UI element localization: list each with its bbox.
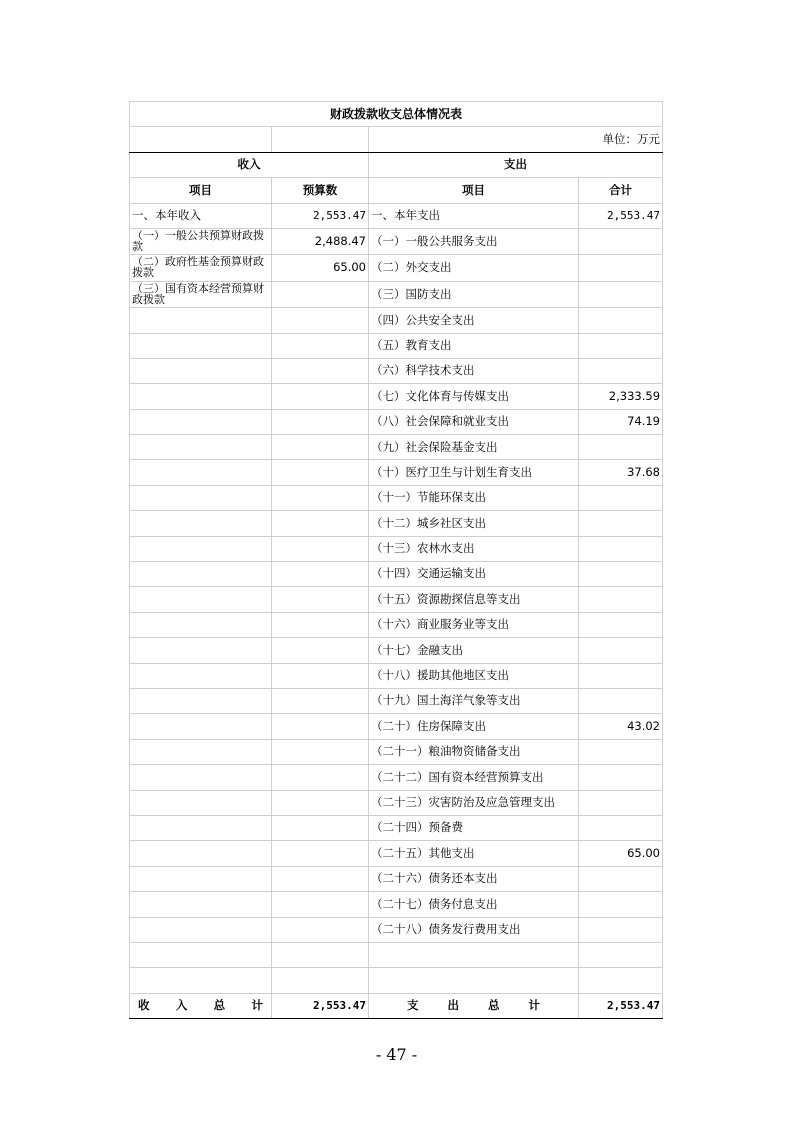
expense-item-label	[369, 942, 579, 967]
income-item-value	[272, 612, 369, 637]
table-row	[130, 255, 663, 281]
table-row	[130, 612, 663, 637]
col-header-item2: 项目	[369, 178, 579, 203]
expense-item-label: （二）外交支出	[369, 255, 579, 281]
expense-item-value	[579, 587, 663, 612]
table-row	[130, 815, 663, 840]
table-row	[130, 485, 663, 510]
expense-item-label: （十二）城乡社区支出	[369, 511, 579, 536]
unit-label: 单位：万元	[369, 127, 663, 152]
income-item-label	[130, 308, 272, 333]
expense-item-value: 74.19	[579, 409, 663, 434]
expense-item-value	[579, 612, 663, 637]
expense-item-value	[579, 255, 663, 281]
table-row	[130, 281, 663, 307]
income-item-label	[130, 638, 272, 663]
income-total-value: 2,553.47	[272, 993, 369, 1018]
income-total-char: 计	[251, 998, 263, 1013]
title-row	[130, 102, 663, 127]
table-row	[130, 536, 663, 561]
income-item-label	[130, 663, 272, 688]
table-row	[130, 638, 663, 663]
expense-item-label: （二十二）国有资本经营预算支出	[369, 765, 579, 790]
expense-item-label: （七）文化体育与传媒支出	[369, 384, 579, 409]
income-item-value	[272, 790, 369, 815]
income-item-value	[272, 892, 369, 917]
expense-item-label: （十六）商业服务业等支出	[369, 612, 579, 637]
expense-item-value	[579, 485, 663, 510]
table-row	[130, 333, 663, 358]
income-item-value	[272, 663, 369, 688]
expense-item-label: （九）社会保险基金支出	[369, 435, 579, 460]
income-total-char: 总	[213, 998, 226, 1013]
income-item-value	[272, 536, 369, 561]
expense-total-char: 支	[407, 998, 419, 1013]
col-header-total: 合计	[579, 178, 663, 203]
income-item-value	[272, 815, 369, 840]
income-item-label	[130, 968, 272, 993]
expense-item-label: （十九）国土海洋气象等支出	[369, 688, 579, 713]
table-row	[130, 460, 663, 485]
expense-item-label: （二十五）其他支出	[369, 841, 579, 866]
income-item-value	[272, 308, 369, 333]
income-item-label: （一）一般公共预算财政拨款	[130, 228, 272, 254]
page-number: - 47 -	[375, 1045, 418, 1064]
income-total-char: 入	[175, 998, 188, 1013]
total-row	[130, 993, 663, 1018]
table-row	[130, 663, 663, 688]
expense-item-label: （十八）援助其他地区支出	[369, 663, 579, 688]
income-item-label	[130, 688, 272, 713]
expense-item-label: （一）一般公共服务支出	[369, 228, 579, 254]
income-total-label	[130, 993, 272, 1018]
expense-item-value	[579, 815, 663, 840]
income-item-label	[130, 942, 272, 967]
table-row	[130, 841, 663, 866]
income-item-value	[272, 333, 369, 358]
income-item-label	[130, 892, 272, 917]
expense-item-label	[369, 968, 579, 993]
income-item-label: 一、本年收入	[130, 203, 272, 228]
income-item-value	[272, 562, 369, 587]
expense-item-value	[579, 917, 663, 942]
expense-item-label: （二十）住房保障支出	[369, 714, 579, 739]
expense-item-label: （二十八）债务发行费用支出	[369, 917, 579, 942]
table-row	[130, 968, 663, 993]
table-row	[130, 358, 663, 383]
expense-item-value	[579, 562, 663, 587]
income-item-label: （三）国有资本经营预算财政拨款	[130, 281, 272, 307]
expense-item-label: （二十一）粮油物资储备支出	[369, 739, 579, 764]
income-item-label	[130, 765, 272, 790]
table-row	[130, 917, 663, 942]
expense-item-value	[579, 358, 663, 383]
income-item-value: 2,488.47	[272, 228, 369, 254]
income-item-value	[272, 281, 369, 307]
expense-total-value: 2,553.47	[579, 993, 663, 1018]
income-item-value	[272, 714, 369, 739]
income-item-value	[272, 587, 369, 612]
expense-item-label: （十七）金融支出	[369, 638, 579, 663]
expense-item-value	[579, 765, 663, 790]
expense-item-label: （三）国防支出	[369, 281, 579, 307]
expense-item-value	[579, 333, 663, 358]
budget-table	[129, 101, 663, 1019]
income-item-label	[130, 511, 272, 536]
expense-item-value	[579, 228, 663, 254]
income-item-label	[130, 562, 272, 587]
income-header: 收入	[130, 152, 369, 177]
expense-item-label: （十五）资源勘探信息等支出	[369, 587, 579, 612]
expense-item-label: （十三）农林水支出	[369, 536, 579, 561]
expense-item-value: 2,333.59	[579, 384, 663, 409]
income-item-label	[130, 587, 272, 612]
expense-item-value: 43.02	[579, 714, 663, 739]
expense-header: 支出	[369, 152, 663, 177]
income-item-label	[130, 536, 272, 561]
table-row	[130, 790, 663, 815]
expense-item-label: （八）社会保障和就业支出	[369, 409, 579, 434]
expense-total-char: 总	[488, 998, 500, 1013]
expense-item-value: 65.00	[579, 841, 663, 866]
income-item-label	[130, 485, 272, 510]
income-item-value: 65.00	[272, 255, 369, 281]
expense-item-value: 37.68	[579, 460, 663, 485]
expense-item-value	[579, 281, 663, 307]
expense-item-label: （二十四）预备费	[369, 815, 579, 840]
expense-total-label	[369, 993, 579, 1018]
table-row	[130, 511, 663, 536]
expense-item-value	[579, 663, 663, 688]
table-row	[130, 892, 663, 917]
table-row	[130, 765, 663, 790]
expense-item-value	[579, 739, 663, 764]
expense-item-value	[579, 435, 663, 460]
expense-item-value	[579, 308, 663, 333]
expense-item-value	[579, 638, 663, 663]
expense-item-value	[579, 968, 663, 993]
expense-item-label: （十）医疗卫生与计划生育支出	[369, 460, 579, 485]
income-item-label	[130, 612, 272, 637]
table-row	[130, 409, 663, 434]
income-item-value	[272, 435, 369, 460]
income-item-value	[272, 638, 369, 663]
expense-item-value	[579, 892, 663, 917]
table-row	[130, 688, 663, 713]
income-item-label	[130, 714, 272, 739]
table-row	[130, 203, 663, 228]
income-item-label: （二）政府性基金预算财政拨款	[130, 255, 272, 281]
expense-item-value	[579, 511, 663, 536]
expense-item-value	[579, 536, 663, 561]
expense-item-value: 2,553.47	[579, 203, 663, 228]
income-item-label	[130, 435, 272, 460]
expense-total-char: 出	[447, 998, 459, 1013]
table-title: 财政拨款收支总体情况表	[130, 102, 663, 127]
income-item-label	[130, 384, 272, 409]
income-item-value: 2,553.47	[272, 203, 369, 228]
col-header-item: 项目	[130, 178, 272, 203]
col-header-budget: 预算数	[272, 178, 369, 203]
table-row	[130, 435, 663, 460]
table-row	[130, 866, 663, 891]
income-item-label	[130, 358, 272, 383]
income-item-label	[130, 739, 272, 764]
expense-item-value	[579, 942, 663, 967]
unit-row	[130, 127, 663, 152]
income-item-value	[272, 765, 369, 790]
income-item-value	[272, 384, 369, 409]
table-row	[130, 739, 663, 764]
table-row	[130, 228, 663, 254]
expense-item-label: （五）教育支出	[369, 333, 579, 358]
expense-item-label: （十四）交通运输支出	[369, 562, 579, 587]
section-header-row	[130, 152, 663, 177]
income-item-value	[272, 942, 369, 967]
income-item-value	[272, 688, 369, 713]
income-item-label	[130, 333, 272, 358]
income-total-char: 收	[138, 998, 150, 1013]
table-row	[130, 308, 663, 333]
budget-sheet	[129, 101, 662, 1019]
expense-item-label: （二十三）灾害防治及应急管理支出	[369, 790, 579, 815]
expense-item-label: （十一）节能环保支出	[369, 485, 579, 510]
income-item-value	[272, 866, 369, 891]
income-item-value	[272, 739, 369, 764]
table-row	[130, 942, 663, 967]
table-row	[130, 714, 663, 739]
income-item-value	[272, 485, 369, 510]
expense-item-label: （四）公共安全支出	[369, 308, 579, 333]
table-row	[130, 562, 663, 587]
income-item-label	[130, 866, 272, 891]
expense-item-label: （二十七）债务付息支出	[369, 892, 579, 917]
income-item-value	[272, 409, 369, 434]
expense-item-label: 一、本年支出	[369, 203, 579, 228]
income-item-value	[272, 358, 369, 383]
column-header-row	[130, 178, 663, 203]
income-item-value	[272, 511, 369, 536]
table-row	[130, 587, 663, 612]
income-item-value	[272, 841, 369, 866]
income-item-value	[272, 917, 369, 942]
income-item-label	[130, 460, 272, 485]
expense-item-value	[579, 790, 663, 815]
income-item-label	[130, 790, 272, 815]
expense-item-value	[579, 688, 663, 713]
table-row	[130, 384, 663, 409]
income-item-value	[272, 968, 369, 993]
expense-total-char: 计	[528, 998, 540, 1013]
income-item-value	[272, 460, 369, 485]
income-item-label	[130, 409, 272, 434]
expense-item-label: （二十六）债务还本支出	[369, 866, 579, 891]
income-item-label	[130, 917, 272, 942]
expense-item-value	[579, 866, 663, 891]
income-item-label	[130, 841, 272, 866]
income-item-label	[130, 815, 272, 840]
expense-item-label: （六）科学技术支出	[369, 358, 579, 383]
